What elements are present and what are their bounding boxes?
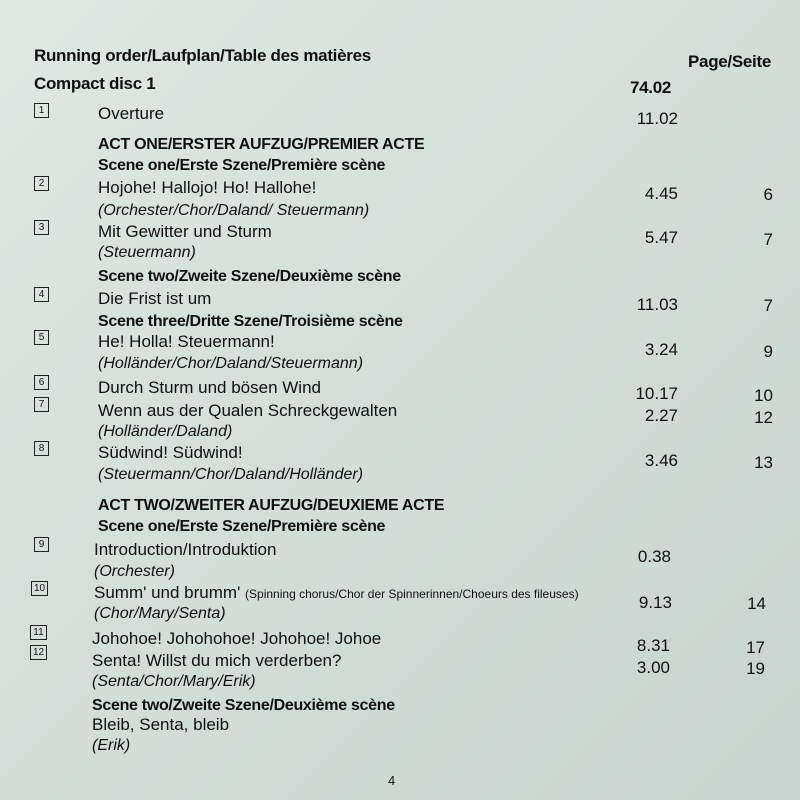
track-page: 13	[754, 453, 773, 472]
page-column-heading: Page/Seite	[688, 52, 771, 71]
track-title: Durch Sturm und bösen Wind	[98, 378, 321, 397]
track-number-box: 9	[34, 537, 49, 552]
track-performers: (Erik)	[92, 737, 131, 754]
track-performers: (Steuermann/Chor/Daland/Holländer)	[98, 466, 364, 483]
scene-heading: Scene one/Erste Szene/Première scène	[98, 518, 386, 535]
track-title: Südwind! Südwind!	[98, 443, 243, 462]
track-title: Johohoe! Johohohoe! Johohoe! Johoe	[92, 629, 382, 648]
scene-heading: Scene two/Zweite Szene/Deuxième scène	[98, 268, 401, 285]
running-order-heading: Running order/Laufplan/Table des matières	[34, 46, 371, 65]
track-title: Senta! Willst du mich verderben?	[92, 651, 342, 670]
track-number-box: 3	[34, 220, 49, 235]
act-heading: ACT TWO/ZWEITER AUFZUG/DEUXIEME ACTE	[98, 497, 445, 514]
track-time: 5.47	[644, 228, 678, 247]
disc-total-time: 74.02	[630, 78, 672, 97]
track-time: 3.00	[636, 658, 670, 677]
act-heading: ACT ONE/ERSTER AUFZUG/PREMIER ACTE	[98, 136, 425, 153]
track-title-note: (Spinning chorus/Chor der Spinnerinnen/Choeurs des fileuses)	[245, 587, 579, 601]
track-title: Hojohe! Hallojo! Ho! Hallohe!	[98, 178, 317, 197]
track-number-box: 5	[34, 330, 49, 345]
scene-heading: Scene two/Zweite Szene/Deuxième scène	[92, 697, 395, 714]
track-performers: (Chor/Mary/Senta)	[94, 605, 226, 622]
track-time: 4.45	[644, 184, 678, 203]
track-number-box: 1	[34, 103, 49, 118]
track-title: Die Frist ist um	[98, 289, 212, 308]
track-number-box: 6	[34, 375, 49, 390]
track-page: 7	[763, 296, 773, 315]
track-title: Bleib, Senta, bleib	[92, 715, 230, 734]
track-number-box: 12	[30, 645, 47, 660]
track-time: 8.31	[636, 636, 670, 655]
track-page: 14	[747, 594, 766, 613]
track-title-line	[94, 583, 579, 603]
track-time: 2.27	[644, 406, 678, 425]
track-number-box: 2	[34, 176, 49, 191]
disc-heading: Compact disc 1	[34, 74, 156, 93]
track-performers: (Senta/Chor/Mary/Erik)	[92, 673, 256, 690]
track-title: He! Holla! Steuermann!	[98, 332, 275, 351]
track-page: 12	[754, 408, 773, 427]
track-time: 10.17	[635, 384, 678, 403]
track-number-box: 11	[30, 625, 47, 640]
track-page: 7	[763, 230, 773, 249]
track-page: 10	[754, 386, 773, 405]
track-number-box: 7	[34, 397, 49, 412]
track-title: Introduction/Introduktion	[94, 540, 277, 559]
track-page: 9	[763, 342, 773, 361]
scene-heading: Scene three/Dritte Szene/Troisième scène	[98, 313, 403, 330]
track-number-box: 10	[31, 581, 48, 596]
track-page: 6	[763, 185, 773, 204]
scene-heading: Scene one/Erste Szene/Première scène	[98, 157, 386, 174]
track-performers: (Orchester)	[94, 563, 175, 580]
track-time: 11.03	[636, 295, 678, 314]
track-number-box: 8	[34, 441, 49, 456]
track-time: 9.13	[638, 593, 672, 612]
track-performers: (Steuermann)	[98, 244, 196, 261]
track-title: Wenn aus der Qualen Schreckgewalten	[98, 401, 398, 420]
track-performers: (Holländer/Chor/Daland/Steuermann)	[98, 355, 364, 372]
track-time: 3.24	[644, 340, 678, 359]
track-time: 11.02	[636, 109, 678, 128]
track-time: 3.46	[644, 451, 678, 470]
track-title: Mit Gewitter und Sturm	[98, 222, 272, 241]
track-performers: (Orchester/Chor/Daland/ Steuermann)	[98, 202, 370, 219]
track-page: 17	[746, 638, 765, 657]
track-number-box: 4	[34, 287, 49, 302]
track-title: Overture	[98, 104, 165, 123]
page-number: 4	[388, 773, 396, 788]
track-title: Summ' und brumm'	[94, 583, 241, 602]
track-time: 0.38	[637, 547, 671, 566]
track-page: 19	[746, 659, 765, 678]
track-performers: (Holländer/Daland)	[98, 423, 233, 440]
